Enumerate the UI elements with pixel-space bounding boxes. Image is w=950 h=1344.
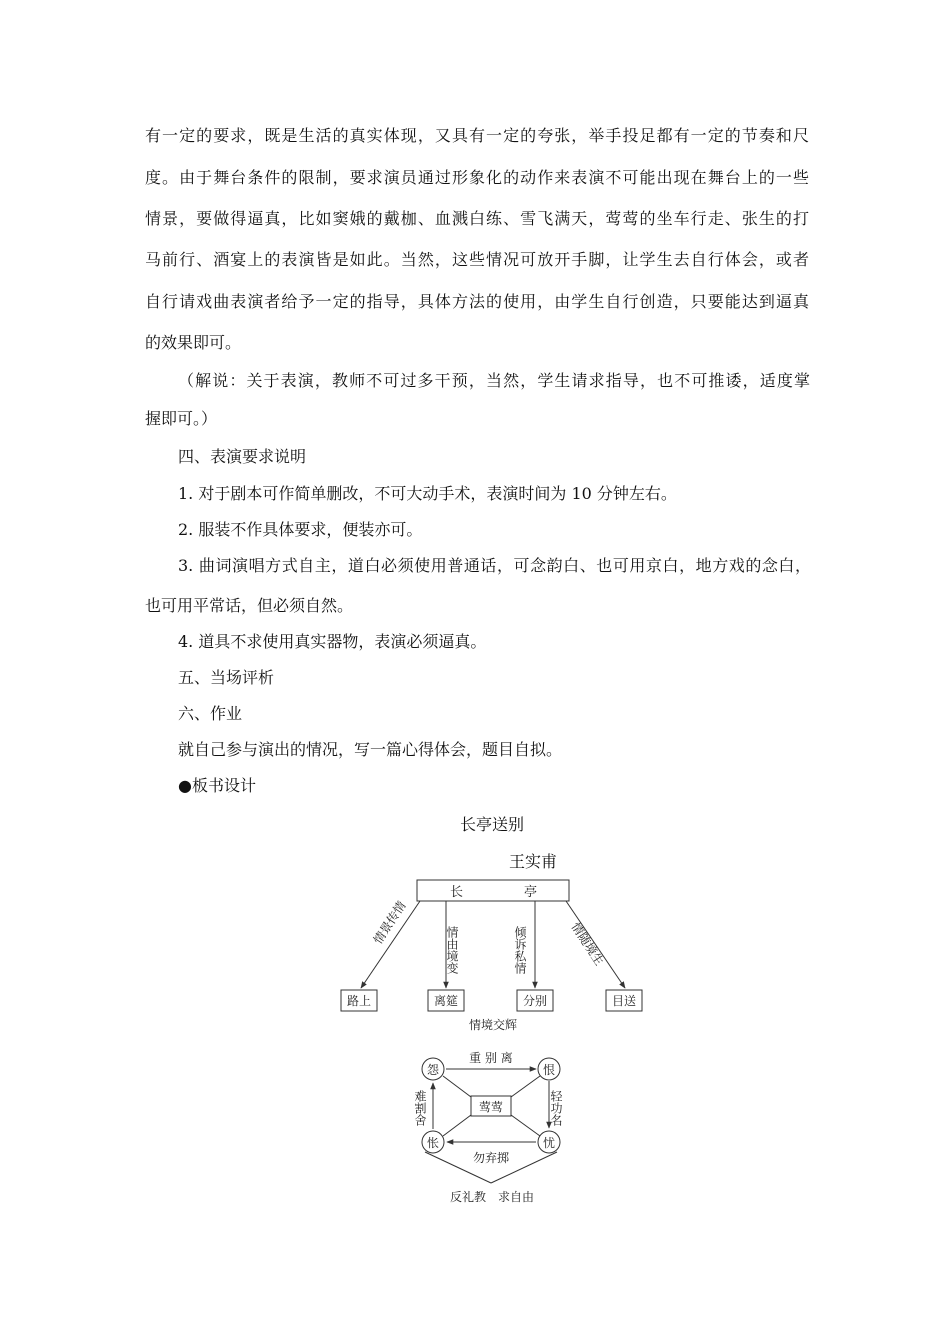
top-box-left-label: 长 <box>450 885 464 900</box>
cycle-node-label: 怅 <box>426 1136 440 1150</box>
branch-box <box>428 990 464 1011</box>
svg-text:分别: 分别 <box>522 994 548 1008</box>
list-item: 4. 道具不求使用真实器物，表演必须逼真。 <box>178 632 487 651</box>
branch-box <box>517 990 553 1011</box>
cycle-node-label: 恨 <box>542 1063 556 1077</box>
diagram-caption: 情境交辉 <box>468 1018 518 1032</box>
board-design-heading: ●板书设计 <box>178 776 256 795</box>
paragraph-line: （解说：关于表演，教师不可过多干预，当然，学生请求指导，也不可推诿，适度掌 <box>178 371 810 390</box>
bottom-caption: 反礼教 求自由 <box>449 1190 535 1204</box>
svg-text:离筵: 离筵 <box>433 994 459 1008</box>
paragraph-line: 握即可。） <box>145 409 218 428</box>
board-author: 王实甫 <box>509 852 558 871</box>
svg-text:路上: 路上 <box>346 994 372 1008</box>
top-box-right-label: 亭 <box>524 885 538 900</box>
paragraph-line: 有一定的要求，既是生活的真实体现，又具有一定的夸张，举手投足都有一定的节奏和尺 <box>145 126 809 145</box>
branch-label: 情随境生 <box>568 920 607 968</box>
center-label: 莺莺 <box>478 1100 504 1114</box>
list-item: 3. 曲词演唱方式自主，道白必须使用普通话，可念韵白、也可用京白，地方戏的念白， <box>178 556 811 575</box>
branch-box <box>341 990 377 1011</box>
paragraph-line: 自行请戏曲表演者给予一定的指导，具体方法的使用，由学生自行创造，只要能达到逼真 <box>145 292 809 311</box>
branch-box <box>606 990 642 1011</box>
list-item: 2. 服装不作具体要求，便装亦可。 <box>178 520 423 539</box>
paragraph-line: 情景，要做得逼真，比如窦娥的戴枷、血溅白练、雪飞满天，莺莺的坐车行走、张生的打 <box>145 209 809 228</box>
branch-label: 倾诉私情 <box>513 926 527 974</box>
cycle-label-left: 难割舍 <box>413 1090 427 1126</box>
board-title: 长亭送别 <box>460 815 525 834</box>
paragraph-line: 度。由于舞台条件的限制，要求演员通过形象化的动作来表演不可能出现在舞台上的一些 <box>145 168 809 187</box>
cycle-node-label: 怨 <box>426 1063 440 1077</box>
cycle-label-top: 重 别 离 <box>469 1051 513 1065</box>
paragraph-line: 马前行、酒宴上的表演皆是如此。当然，这些情况可放开手脚，让学生去自行体会，或者 <box>145 250 809 269</box>
cycle-diagram <box>413 1050 563 1204</box>
cycle-label-right: 轻功名 <box>549 1090 563 1126</box>
top-box <box>417 880 569 901</box>
section-heading: 四、表演要求说明 <box>178 447 307 466</box>
list-item: 1. 对于剧本可作简单删改，不可大动手术，表演时间为 10 分钟左右。 <box>178 484 677 503</box>
list-item-continuation: 也可用平常话，但必须自然。 <box>145 596 354 615</box>
paragraph-line: 的效果即可。 <box>145 333 242 352</box>
branch-label: 情景传情 <box>370 898 409 947</box>
svg-text:目送: 目送 <box>611 994 637 1008</box>
section-heading: 五、当场评析 <box>178 668 275 687</box>
cycle-label-bottom: 勿弃掷 <box>472 1151 510 1165</box>
branch-label: 情由境变 <box>445 926 459 974</box>
cycle-node-label: 忧 <box>542 1136 556 1150</box>
section-heading: 六、作业 <box>178 704 243 723</box>
homework-text: 就自己参与演出的情况，写一篇心得体会，题目自拟。 <box>178 740 563 759</box>
